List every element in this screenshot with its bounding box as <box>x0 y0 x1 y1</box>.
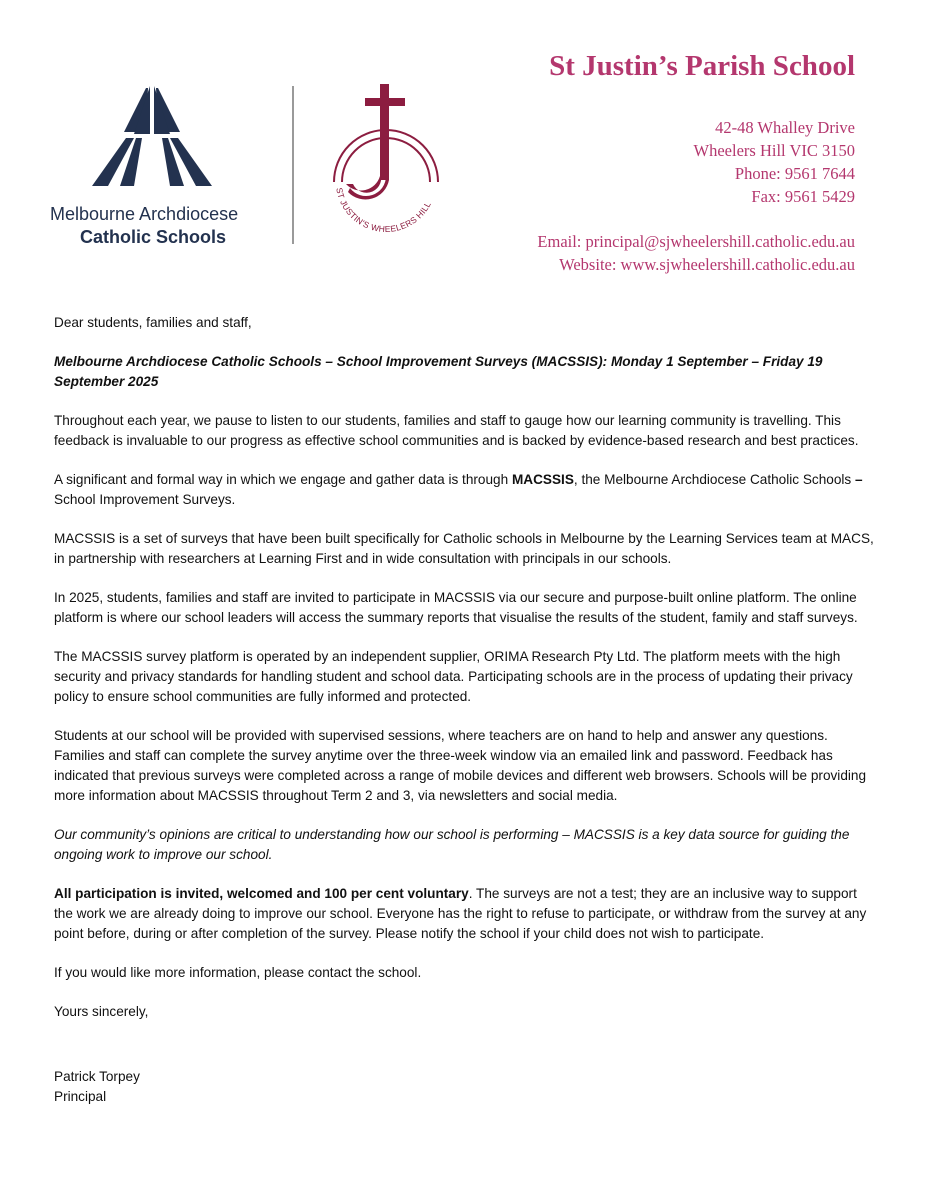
bold-text: All participation is invited, welcomed and 100 per cent voluntary <box>54 886 469 901</box>
macs-logo-line1: Melbourne Archdiocese <box>50 204 239 224</box>
paragraph-intro: Throughout each year, we pause to listen to our students, families and staff to gauge how our learning community is travelling. This feedback is invaluable to our progress as effective school communities and is backed by evidence-based research and best practices. <box>54 413 859 448</box>
paragraph-macssis-intro <box>54 470 876 510</box>
address-line: Wheelers Hill VIC 3150 <box>693 141 855 160</box>
school-contact <box>537 230 855 276</box>
address-line: 42-48 Whalley Drive <box>715 118 855 137</box>
macs-logo <box>50 84 260 254</box>
signer-name: Patrick Torpey <box>54 1069 140 1084</box>
paragraph-platform: In 2025, students, families and staff are invited to participate in MACSSIS via our secure and purpose-built online platform. The online platform is where our school leaders will access the summary reports that visualise the results of the student, family and staff surveys. <box>54 590 858 625</box>
school-crest-icon <box>328 84 444 244</box>
website-line[interactable]: Website: www.sjwheelershill.catholic.edu.au <box>559 255 855 274</box>
letter-subject: Melbourne Archdiocese Catholic Schools – School Improvement Surveys (MACSSIS): Monday 1 September – Friday 19 September 2025 <box>54 354 823 389</box>
svg-text:ST JUSTIN'S WHEELERS HILL <box>334 187 433 234</box>
greeting: Dear students, families and staff, <box>54 315 252 330</box>
logo-divider <box>292 86 294 244</box>
text-span: . The surveys are not a test; they are an inclusive way to support the work we are already doing to improve our school. Everyone has the right to refuse to participate, or withdraw from the survey at any point before, during or after completion of the survey. Please notify the school if your child does not wish to participate. <box>54 886 867 941</box>
macs-logo-line2: Catholic Schools <box>80 227 227 247</box>
closing: Yours sincerely, <box>54 1004 149 1019</box>
signer-title: Principal <box>54 1089 107 1104</box>
paragraph-security: The MACSSIS survey platform is operated by an independent supplier, ORIMA Research Pty Ltd. The platform meets with the high security and privacy standards for handling student and school data. Participating schools are in the process of updating their privacy policy to ensure school communities are fully informed and protected. <box>54 649 853 704</box>
bold-text: – <box>855 472 863 487</box>
signature-block <box>54 1067 876 1107</box>
email-line[interactable]: Email: principal@sjwheelershill.catholic.edu.au <box>537 232 855 251</box>
text-span: A significant and formal way in which we engage and gather data is through <box>54 472 512 487</box>
phone-line: Phone: 9561 7644 <box>734 164 855 183</box>
text-span: School Improvement Surveys. <box>54 492 236 507</box>
paragraph-contact: If you would like more information, please contact the school. <box>54 965 422 980</box>
school-address <box>694 116 855 208</box>
paragraph-sessions: Students at our school will be provided with supervised sessions, where teachers are on hand to help and answer any questions. Families and staff can complete the survey anytime over the three-week window via an emailed link and password. Feedback has indicated that previous surveys were completed across a range of mobile devices and different web browsers. Schools will be providing more information about MACSSIS throughout Term 2 and 3, via newsletters and social media. <box>54 728 867 803</box>
text-span: , the Melbourne Archdiocese Catholic Schools <box>573 472 855 487</box>
bold-text: MACSSIS <box>511 472 574 487</box>
macs-emblem-icon <box>90 84 214 190</box>
paragraph-about: MACSSIS is a set of surveys that have been built specifically for Catholic schools in Melbourne by the Learning Services team at MACS, in partnership with researchers at Learning First and in wide consultation with principals in our schools. <box>54 531 874 566</box>
letter-body <box>54 313 876 1126</box>
fax-line: Fax: 9561 5429 <box>751 187 855 206</box>
crest-text: ST JUSTIN'S WHEELERS HILL <box>334 186 433 235</box>
paragraph-voluntary <box>54 884 876 944</box>
paragraph-opinions: Our community’s opinions are critical to understanding how our school is performing – MACSSIS is a key data source for guiding the ongoing work to improve our school. <box>54 827 850 862</box>
school-name: St Justin’s Parish School <box>549 50 855 82</box>
